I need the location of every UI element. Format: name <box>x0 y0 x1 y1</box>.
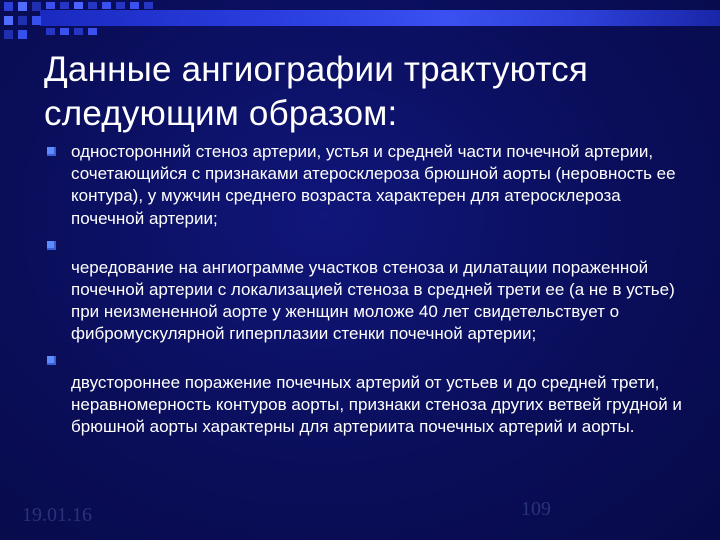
decorative-squares-pattern <box>0 0 720 42</box>
list-item <box>44 141 684 230</box>
list-item-text: чередование на ангиограмме участков стеноза и дилатации пораженной почечной артерии с локализацией стеноза в средней трети ее (а не в устье) при неизмененной аорте у женщин моложе 40 лет свидетельствует о фибромускулярной гиперплазии стенки почечной артерии; <box>71 257 675 344</box>
square-bullet-icon <box>47 147 56 156</box>
list-item <box>44 350 684 439</box>
footer-page-number: 109 <box>521 498 551 520</box>
top-decorative-band <box>0 0 720 42</box>
square-bullet-icon <box>47 241 56 250</box>
bullet-list <box>44 141 684 438</box>
list-item-text: односторонний стеноз артерии, устья и средней части почечной артерии, сочетающийся с признаками атеросклероза брюшной аорты (неровность ее контура), у мужчин среднего возраста характерен для атеросклероза почечной артерии; <box>71 142 676 228</box>
list-item-text: двустороннее поражение почечных артерий от устьев и до средней трети, неравномерность контуров аорты, признаки стеноза других ветвей грудной и брюшной аорты характерны для артериита почечных артерий и аорты. <box>71 372 682 437</box>
footer-date: 19.01.16 <box>22 504 92 526</box>
slide-title: Данные ангиографии трактуются следующим образом: <box>44 50 589 133</box>
list-item <box>44 235 684 346</box>
square-bullet-icon <box>47 356 56 365</box>
